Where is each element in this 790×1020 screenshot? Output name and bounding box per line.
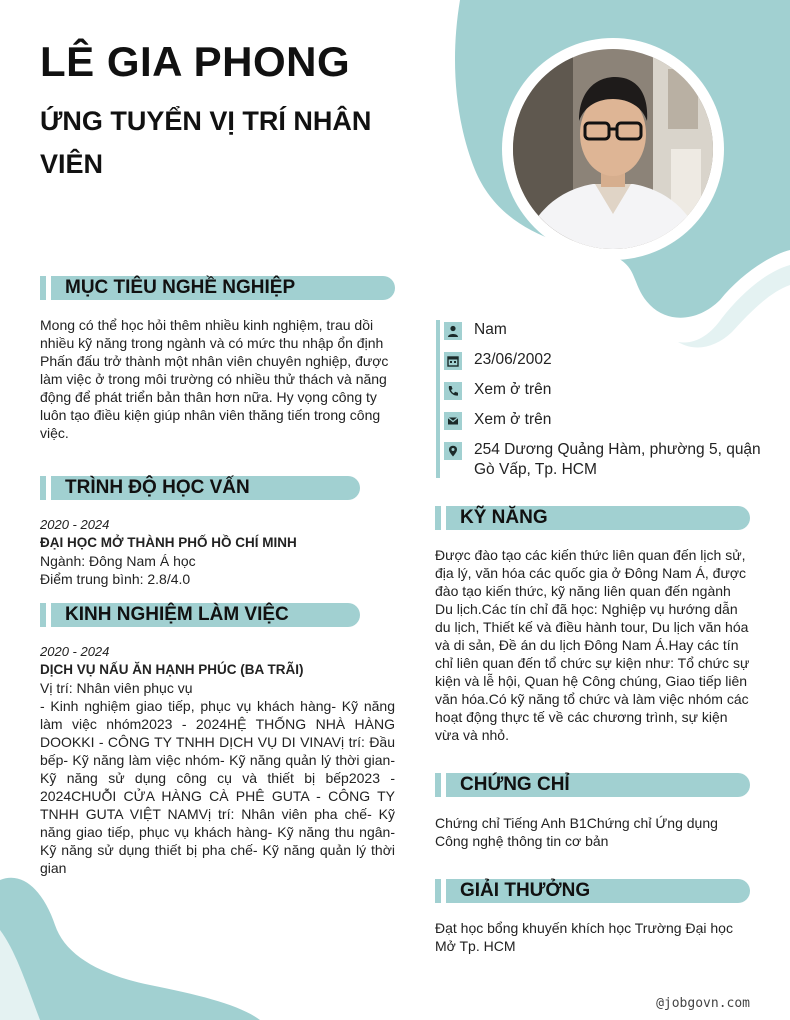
candidate-name: LÊ GIA PHONG bbox=[40, 38, 351, 85]
experience-title: KINH NGHIỆM LÀM VIỆC bbox=[65, 604, 289, 625]
person-icon bbox=[444, 322, 462, 340]
skills-text: Được đào tạo các kiến thức liên quan đến lịch sử, địa lý, văn hóa các quốc gia ở Đông Nam Á, được đào tạo kiến thức, kỹ năng liên quan đến ngành Du lịch.Các tín chỉ đã học: Nghiệp vụ hướng dẫn du lịch, Thiết kế và điều hành tour, Du lịch văn hóa và di sản, Đề án du lịch Đông Nam Á.Hay các tín chỉ liên quan đến tổ chức sự kiện như: Tổ chức sự kiện và lễ hội, Quan hệ Công chúng, Giao tiếp liên văn hóa.Có kỹ năng tổ chức và làm việc nhóm các hoạt động thực tế về các chương trình, sự kiện vừa và nhỏ. bbox=[435, 547, 750, 743]
phone-value: Xem ở trên bbox=[474, 381, 552, 398]
awards-title: GIẢI THƯỞNG bbox=[460, 880, 591, 901]
skills-header bbox=[435, 506, 750, 530]
experience-company: DỊCH VỤ NẤU ĂN HẠNH PHÚC (BA TRÃI) bbox=[40, 662, 304, 677]
birthdate-value: 23/06/2002 bbox=[474, 351, 552, 368]
location-pin-icon bbox=[444, 442, 462, 460]
profile-photo bbox=[513, 49, 713, 249]
job-title: ỨNG TUYỂN VỊ TRÍ NHÂN VIÊN bbox=[40, 106, 372, 179]
experience-details: - Kinh nghiệm giao tiếp, phục vụ khách hàng- Kỹ năng làm việc nhóm2023 - 2024HỆ THỐNG NHÀ HÀNG DOOKKI - CÔNG TY TNHH DỊCH VỤ DI VINAVị trí: Đầu bếp- Kỹ năng làm việc nhóm- Kỹ năng quản lý thời gian- Kỹ năng sử dụng công cụ và thiết bị bếp2023 - 2024CHUỖI CỬA HÀNG CÀ PHÊ GUTA - CÔNG TY TNHH GUTA VIỆT NAMVị trí: Nhân viên pha chế- Kỹ năng giao tiếp, phục vụ khách hàng- Kỹ năng thu ngân- Kỹ năng sử dụng thiết bị pha chế- Kỹ năng quản lý thời gian bbox=[40, 698, 395, 876]
experience-header bbox=[40, 603, 360, 627]
education-major: Ngành: Đông Nam Á học bbox=[40, 553, 196, 569]
awards-text: Đạt học bổng khuyến khích học Trường Đại học Mở Tp. HCM bbox=[435, 920, 733, 954]
certificates-title: CHỨNG CHỈ bbox=[460, 774, 570, 795]
bottom-left-blob bbox=[0, 870, 270, 1020]
contact-phone bbox=[444, 380, 744, 404]
experience-position: Vị trí: Nhân viên phục vụ bbox=[40, 680, 193, 696]
certificates-header bbox=[435, 773, 750, 797]
calendar-icon bbox=[444, 352, 462, 370]
awards-header bbox=[435, 879, 750, 903]
contact-gender bbox=[444, 320, 744, 344]
phone-icon bbox=[444, 382, 462, 400]
experience-entry bbox=[40, 643, 395, 877]
mail-icon bbox=[444, 412, 462, 430]
contact-address bbox=[444, 440, 761, 484]
education-title: TRÌNH ĐỘ HỌC VẤN bbox=[65, 477, 250, 498]
objective-header bbox=[40, 276, 395, 300]
email-value: Xem ở trên bbox=[474, 411, 552, 428]
contact-email bbox=[444, 410, 744, 434]
watermark-credit: @jobgovn.com bbox=[656, 996, 750, 1011]
education-period: 2020 - 2024 bbox=[40, 517, 110, 532]
experience-period: 2020 - 2024 bbox=[40, 644, 110, 659]
education-entry bbox=[40, 516, 395, 588]
education-header bbox=[40, 476, 360, 500]
contact-birthdate bbox=[444, 350, 744, 374]
address-value: 254 Dương Quảng Hàm, phường 5, quận Gò Vấp, Tp. HCM bbox=[474, 441, 761, 478]
education-school: ĐẠI HỌC MỞ THÀNH PHỐ HỒ CHÍ MINH bbox=[40, 535, 297, 550]
certificates-text: Chứng chỉ Tiếng Anh B1Chứng chỉ Ứng dụng Công nghệ thông tin cơ bản bbox=[435, 815, 718, 849]
objective-text: Mong có thể học hỏi thêm nhiều kinh nghiệm, trau dồi nhiều kỹ năng trong ngành và có mức thu nhập ổn định Phấn đấu trở thành một nhân viên chuyên nghiệp, được làm việc ở trong môi trường có nhiều thử thách và năng động để phát triển bản thân hơn nữa. Hy vọng công ty luôn tạo điều kiện giúp nhân viên thăng tiến trong công việc. bbox=[40, 317, 389, 441]
education-gpa: Điểm trung bình: 2.8/4.0 bbox=[40, 571, 191, 587]
skills-title: KỸ NĂNG bbox=[460, 507, 548, 528]
gender-value: Nam bbox=[474, 321, 507, 338]
objective-title: MỤC TIÊU NGHỀ NGHIỆP bbox=[65, 277, 296, 298]
contact-accent-bar bbox=[436, 320, 440, 478]
